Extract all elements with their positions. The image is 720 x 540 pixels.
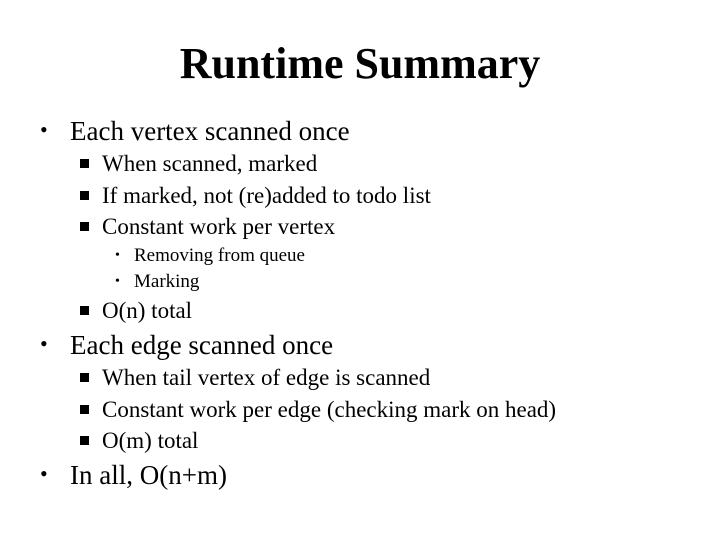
bullet-text: When scanned, marked (102, 151, 318, 176)
bullet-dot-icon: • (115, 248, 120, 263)
bullet-text: Constant work per edge (checking mark on head) (102, 397, 557, 422)
bullet-dot-icon: • (40, 461, 48, 486)
square-bullet-icon (80, 222, 89, 231)
bullet-dot-icon: • (115, 274, 120, 289)
bullet-text: Removing from queue (134, 245, 305, 266)
bullet-dot-icon: • (40, 117, 48, 142)
bullet-dot-icon: • (40, 331, 48, 356)
bullet-text: If marked, not (re)added to todo list (102, 183, 431, 208)
slide-title: Runtime Summary (179, 39, 541, 88)
square-bullet-icon (80, 373, 89, 382)
square-bullet-icon (80, 306, 89, 315)
square-bullet-icon (80, 191, 89, 200)
bullet-text: In all, O(n+m) (70, 460, 227, 490)
bullet-text: Constant work per vertex (102, 214, 336, 239)
square-bullet-icon (80, 159, 89, 168)
bullet-text: Each vertex scanned once (70, 116, 350, 146)
bullet-text: O(n) total (102, 298, 193, 323)
bullet-text: O(m) total (102, 428, 199, 453)
bullet-text: Each edge scanned once (70, 330, 334, 360)
bullet-text: Marking (134, 271, 200, 292)
bullet-text: When tail vertex of edge is scanned (102, 365, 431, 390)
square-bullet-icon (80, 405, 89, 414)
square-bullet-icon (80, 436, 89, 445)
